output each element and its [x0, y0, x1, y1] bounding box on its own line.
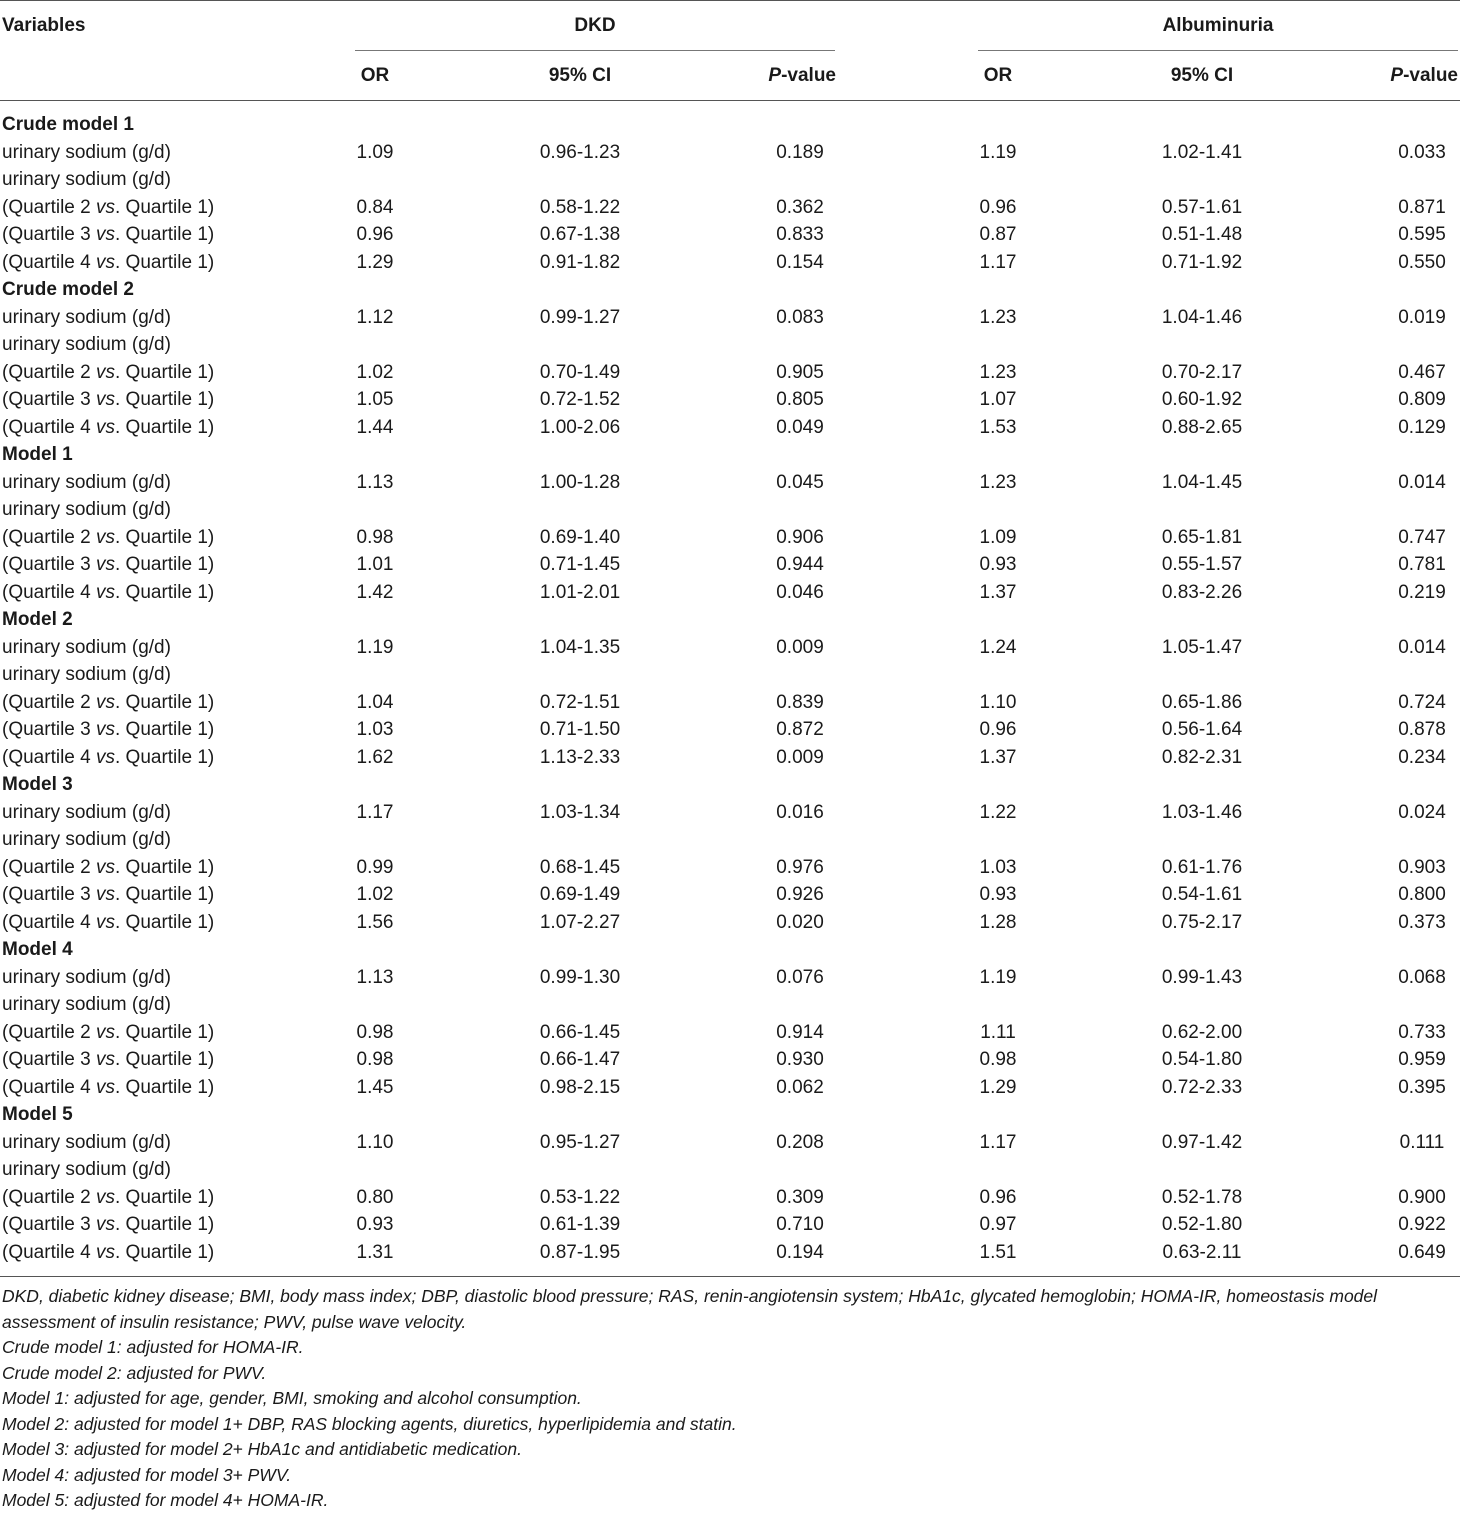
row-label-vs: vs [95, 361, 115, 383]
dkd-ci: 0.98-2.15 [539, 1076, 621, 1098]
row-label-vs: vs [95, 526, 115, 548]
row-label: urinary sodium (g/d) [2, 499, 171, 520]
albuminuria-ci: 0.61-1.76 [1161, 856, 1243, 878]
albuminuria-pvalue: 0.024 [1398, 801, 1446, 823]
dkd-ci: 0.72-1.51 [539, 691, 621, 713]
header-ci-albuminuria: 95% CI [1170, 65, 1234, 86]
row-label-vs: vs [95, 1076, 115, 1098]
dkd-pvalue: 0.189 [776, 141, 824, 163]
dkd-ci: 1.01-2.01 [539, 581, 621, 603]
group-title: Crude model 1 [2, 114, 134, 135]
dkd-pvalue: 0.009 [776, 746, 824, 768]
albuminuria-pvalue: 0.959 [1398, 1049, 1446, 1070]
dkd-pvalue: 0.805 [776, 389, 824, 410]
row-label-pre: (Quartile 4 [2, 1241, 96, 1263]
albuminuria-or: 0.98 [979, 1049, 1017, 1070]
row-label [2, 361, 214, 385]
dkd-or: 0.80 [356, 1186, 394, 1208]
albuminuria-or: 0.96 [979, 719, 1017, 740]
dkd-ci: 0.66-1.47 [539, 1049, 621, 1070]
dkd-pvalue: 0.833 [776, 224, 824, 245]
row-label-post: . Quartile 1) [114, 196, 215, 218]
albuminuria-ci: 0.72-2.33 [1161, 1076, 1243, 1098]
dkd-pvalue: 0.045 [776, 471, 824, 493]
albuminuria-or: 1.37 [979, 746, 1017, 768]
row-label [2, 223, 214, 247]
row-label-pre: (Quartile 4 [2, 746, 96, 768]
row-label [2, 1048, 214, 1072]
albuminuria-pvalue: 0.033 [1398, 141, 1446, 163]
bottom-rule [0, 1276, 1460, 1277]
row-label [2, 196, 214, 220]
albuminuria-or: 0.96 [979, 1186, 1017, 1208]
albuminuria-ci: 0.52-1.80 [1161, 1214, 1243, 1235]
row-label-pre: (Quartile 2 [2, 1186, 96, 1208]
dkd-ci: 0.69-1.49 [539, 884, 621, 905]
albuminuria-ci: 0.52-1.78 [1161, 1186, 1243, 1208]
albuminuria-span-rule [978, 50, 1458, 51]
row-label [2, 691, 214, 715]
albuminuria-ci: 0.71-1.92 [1161, 251, 1243, 273]
albuminuria-or: 1.22 [979, 801, 1017, 823]
albuminuria-ci: 0.62-2.00 [1161, 1021, 1243, 1043]
dkd-ci: 0.96-1.23 [539, 141, 621, 163]
albuminuria-or: 1.11 [980, 1021, 1016, 1043]
albuminuria-or: 1.51 [979, 1241, 1017, 1263]
albuminuria-or: 1.24 [979, 636, 1017, 658]
row-label-pre: (Quartile 2 [2, 1021, 96, 1043]
dkd-or: 1.56 [356, 911, 394, 933]
row-label [2, 856, 214, 880]
row-label-pre: (Quartile 2 [2, 856, 96, 878]
albuminuria-ci: 0.56-1.64 [1161, 719, 1243, 740]
albuminuria-ci: 0.63-2.11 [1162, 1241, 1242, 1263]
albuminuria-pvalue: 0.871 [1398, 196, 1446, 218]
group-title: Model 5 [2, 1104, 73, 1125]
dkd-pvalue: 0.020 [776, 911, 824, 933]
header-pvalue-dkd: P-value [768, 65, 836, 86]
albuminuria-pvalue: 0.467 [1398, 361, 1446, 383]
row-label-pre: (Quartile 3 [2, 719, 96, 740]
row-label-post: . Quartile 1) [114, 746, 215, 768]
albuminuria-or: 1.19 [979, 141, 1017, 163]
albuminuria-or: 1.17 [979, 1131, 1017, 1153]
dkd-ci: 0.87-1.95 [539, 1241, 621, 1263]
row-label-post: . Quartile 1) [114, 251, 215, 273]
albuminuria-pvalue: 0.922 [1398, 1214, 1446, 1235]
row-label: urinary sodium (g/d) [2, 1131, 171, 1153]
dkd-pvalue: 0.710 [776, 1214, 824, 1235]
footnote: Model 3: adjusted for model 2+ HbA1c and antidiabetic medication. [2, 1439, 522, 1459]
dkd-pvalue: 0.944 [776, 554, 824, 575]
albuminuria-pvalue: 0.781 [1398, 554, 1446, 575]
dkd-or: 1.03 [356, 719, 394, 740]
row-label-post: . Quartile 1) [114, 581, 215, 603]
albuminuria-pvalue: 0.129 [1398, 416, 1446, 438]
dkd-pvalue: 0.083 [776, 306, 824, 328]
header-rule [0, 100, 1460, 101]
dkd-ci: 1.07-2.27 [539, 911, 621, 933]
albuminuria-pvalue: 0.649 [1398, 1241, 1446, 1263]
albuminuria-pvalue: 0.809 [1398, 389, 1446, 410]
dkd-ci: 0.66-1.45 [539, 1021, 621, 1043]
dkd-or: 1.05 [356, 389, 394, 410]
row-label-vs: vs [95, 196, 115, 218]
dkd-pvalue: 0.194 [776, 1241, 824, 1263]
row-label-post: . Quartile 1) [114, 554, 215, 575]
dkd-or: 0.96 [356, 224, 394, 245]
albuminuria-ci: 0.65-1.81 [1161, 526, 1243, 548]
row-label [2, 526, 214, 550]
header-pvalue-albuminuria: P-value [1390, 65, 1458, 86]
row-label [2, 416, 214, 440]
albuminuria-pvalue: 0.111 [1399, 1131, 1445, 1153]
footnote: Model 4: adjusted for model 3+ PWV. [2, 1464, 292, 1485]
row-label: urinary sodium (g/d) [2, 664, 171, 685]
dkd-pvalue: 0.062 [776, 1076, 824, 1098]
row-label [2, 553, 214, 577]
dkd-pvalue: 0.905 [776, 361, 824, 383]
dkd-ci: 1.00-2.06 [539, 416, 621, 438]
row-label [2, 1241, 214, 1265]
dkd-pvalue: 0.914 [776, 1021, 824, 1043]
dkd-or: 1.31 [356, 1241, 394, 1263]
row-label-post: . Quartile 1) [114, 691, 215, 713]
row-label [2, 388, 214, 412]
row-label-pre: (Quartile 4 [2, 251, 96, 273]
albuminuria-pvalue: 0.014 [1398, 471, 1446, 493]
row-label-post: . Quartile 1) [114, 224, 215, 245]
group-title: Model 2 [2, 609, 73, 630]
albuminuria-pvalue: 0.733 [1398, 1021, 1446, 1043]
albuminuria-ci: 0.55-1.57 [1161, 554, 1243, 575]
albuminuria-pvalue: 0.234 [1398, 746, 1446, 768]
dkd-pvalue: 0.976 [776, 856, 824, 878]
row-label: urinary sodium (g/d) [2, 636, 171, 658]
row-label: urinary sodium (g/d) [2, 334, 171, 355]
dkd-pvalue: 0.016 [776, 801, 824, 823]
dkd-pvalue: 0.154 [776, 251, 824, 273]
row-label: urinary sodium (g/d) [2, 966, 171, 988]
row-label: urinary sodium (g/d) [2, 801, 171, 823]
dkd-pvalue: 0.930 [776, 1049, 824, 1070]
row-label-post: . Quartile 1) [114, 719, 215, 740]
row-label-post: . Quartile 1) [114, 884, 215, 905]
row-label-vs: vs [95, 224, 115, 245]
albuminuria-ci: 0.65-1.86 [1161, 691, 1243, 713]
albuminuria-ci: 0.88-2.65 [1161, 416, 1243, 438]
dkd-ci: 0.72-1.52 [539, 389, 621, 410]
row-label-vs: vs [95, 389, 115, 410]
dkd-or: 1.02 [356, 884, 394, 905]
row-label: urinary sodium (g/d) [2, 994, 171, 1015]
group-title: Model 1 [2, 444, 73, 465]
dkd-ci: 0.68-1.45 [539, 856, 621, 878]
dkd-or: 1.44 [356, 416, 394, 438]
dkd-or: 0.84 [356, 196, 394, 218]
row-label [2, 1213, 214, 1237]
albuminuria-ci: 0.54-1.61 [1161, 884, 1243, 905]
dkd-ci: 1.13-2.33 [539, 746, 621, 768]
dkd-ci: 1.04-1.35 [539, 636, 621, 658]
row-label-pre: (Quartile 3 [2, 224, 96, 245]
dkd-or: 1.09 [356, 141, 394, 163]
dkd-ci: 0.99-1.27 [539, 306, 621, 328]
dkd-or: 1.62 [356, 746, 394, 768]
row-label-pre: (Quartile 4 [2, 1076, 96, 1098]
row-label-pre: (Quartile 2 [2, 196, 96, 218]
header-dkd: DKD [574, 15, 616, 36]
albuminuria-ci: 0.75-2.17 [1161, 911, 1243, 933]
dkd-ci: 0.95-1.27 [539, 1131, 621, 1153]
dkd-or: 1.45 [356, 1076, 394, 1098]
albuminuria-or: 1.28 [979, 911, 1017, 933]
row-label: urinary sodium (g/d) [2, 141, 171, 163]
row-label-post: . Quartile 1) [114, 416, 215, 438]
dkd-pvalue: 0.046 [776, 581, 824, 603]
row-label-post: . Quartile 1) [114, 1241, 215, 1263]
dkd-ci: 0.71-1.45 [539, 554, 621, 575]
dkd-span-rule [355, 50, 835, 51]
row-label-post: . Quartile 1) [114, 1021, 215, 1043]
dkd-pvalue: 0.872 [776, 719, 824, 740]
dkd-ci: 0.70-1.49 [539, 361, 621, 383]
dkd-or: 1.04 [356, 691, 394, 713]
group-title: Crude model 2 [2, 279, 134, 300]
dkd-pvalue: 0.839 [776, 691, 824, 713]
row-label-pre: (Quartile 3 [2, 389, 96, 410]
albuminuria-ci: 0.97-1.42 [1161, 1131, 1243, 1153]
albuminuria-or: 1.09 [979, 526, 1017, 548]
albuminuria-ci: 0.83-2.26 [1161, 581, 1243, 603]
row-label: urinary sodium (g/d) [2, 306, 171, 328]
albuminuria-ci: 1.02-1.41 [1161, 141, 1243, 163]
row-label [2, 1076, 214, 1100]
dkd-pvalue: 0.362 [776, 196, 824, 218]
albuminuria-pvalue: 0.595 [1398, 224, 1446, 245]
row-label: urinary sodium (g/d) [2, 471, 171, 493]
row-label-vs: vs [95, 554, 115, 575]
row-label-pre: (Quartile 3 [2, 1214, 96, 1235]
albuminuria-or: 0.93 [979, 884, 1017, 905]
dkd-ci: 0.69-1.40 [539, 526, 621, 548]
row-label-vs: vs [95, 251, 115, 273]
albuminuria-ci: 0.70-2.17 [1161, 361, 1243, 383]
albuminuria-or: 0.87 [979, 224, 1017, 245]
row-label [2, 746, 214, 770]
dkd-ci: 1.03-1.34 [539, 801, 621, 823]
dkd-ci: 1.00-1.28 [539, 471, 621, 493]
dkd-pvalue: 0.906 [776, 526, 824, 548]
row-label [2, 718, 214, 742]
row-label [2, 251, 214, 275]
albuminuria-or: 0.97 [979, 1214, 1017, 1235]
row-label [2, 1021, 214, 1045]
dkd-ci: 0.91-1.82 [539, 251, 621, 273]
albuminuria-pvalue: 0.068 [1398, 966, 1446, 988]
albuminuria-ci: 0.57-1.61 [1161, 196, 1243, 218]
row-label-pre: (Quartile 4 [2, 581, 96, 603]
albuminuria-pvalue: 0.900 [1398, 1186, 1446, 1208]
albuminuria-pvalue: 0.014 [1398, 636, 1446, 658]
header-variables: Variables [2, 15, 86, 36]
row-label [2, 1186, 214, 1210]
albuminuria-ci: 0.99-1.43 [1161, 966, 1243, 988]
footnote: Crude model 1: adjusted for HOMA-IR. [2, 1337, 304, 1357]
albuminuria-or: 1.23 [979, 471, 1017, 493]
albuminuria-pvalue: 0.724 [1398, 691, 1446, 713]
row-label-vs: vs [95, 1186, 115, 1208]
dkd-pvalue: 0.009 [776, 636, 824, 658]
dkd-or: 1.10 [356, 1131, 394, 1153]
albuminuria-or: 1.37 [979, 581, 1017, 603]
row-label-pre: (Quartile 4 [2, 416, 96, 438]
albuminuria-ci: 0.51-1.48 [1161, 224, 1243, 245]
row-label-post: . Quartile 1) [114, 911, 215, 933]
row-label-pre: (Quartile 2 [2, 526, 96, 548]
dkd-pvalue: 0.309 [776, 1186, 824, 1208]
dkd-ci: 0.99-1.30 [539, 966, 621, 988]
row-label-vs: vs [95, 416, 115, 438]
group-title: Model 4 [2, 939, 73, 960]
albuminuria-or: 0.93 [979, 554, 1017, 575]
dkd-or: 1.42 [356, 581, 394, 603]
row-label-post: . Quartile 1) [114, 856, 215, 878]
group-title: Model 3 [2, 774, 73, 795]
row-label-pre: (Quartile 2 [2, 361, 96, 383]
row-label-post: . Quartile 1) [114, 526, 215, 548]
row-label-vs: vs [95, 884, 115, 905]
dkd-or: 0.98 [356, 526, 394, 548]
row-label-post: . Quartile 1) [114, 361, 215, 383]
footnote: Model 5: adjusted for model 4+ HOMA-IR. [2, 1490, 329, 1510]
row-label: urinary sodium (g/d) [2, 169, 171, 190]
row-label [2, 883, 214, 907]
row-label-vs: vs [95, 691, 115, 713]
dkd-pvalue: 0.208 [776, 1131, 824, 1153]
row-label-vs: vs [95, 856, 115, 878]
row-label-vs: vs [95, 1214, 115, 1235]
albuminuria-ci: 1.04-1.46 [1161, 306, 1243, 328]
footnote: Crude model 2: adjusted for PWV. [2, 1362, 267, 1383]
row-label-vs: vs [95, 1021, 115, 1043]
row-label-post: . Quartile 1) [114, 1186, 215, 1208]
albuminuria-or: 1.03 [979, 856, 1017, 878]
albuminuria-pvalue: 0.800 [1398, 884, 1446, 905]
albuminuria-or: 1.17 [979, 251, 1017, 273]
dkd-or: 0.93 [356, 1214, 394, 1235]
albuminuria-or: 1.19 [979, 966, 1017, 988]
albuminuria-or: 1.29 [979, 1076, 1017, 1098]
row-label-pre: (Quartile 3 [2, 884, 96, 905]
dkd-or: 1.13 [356, 966, 394, 988]
dkd-or: 1.17 [356, 801, 394, 823]
albuminuria-pvalue: 0.903 [1398, 856, 1446, 878]
top-rule [0, 0, 1460, 1]
row-label-vs: vs [95, 911, 115, 933]
albuminuria-pvalue: 0.373 [1398, 911, 1446, 933]
footnote: DKD, diabetic kidney disease; BMI, body mass index; DBP, diastolic blood pressure; RAS, renin-angiotensin system; HbA1c, glycated hemoglobin; HOMA-IR, homeostasis model assessment of insulin resistance; PWV, pulse wave velocity. [2, 1286, 1378, 1332]
dkd-or: 1.12 [356, 306, 394, 328]
dkd-or: 1.29 [356, 251, 394, 273]
albuminuria-or: 1.10 [979, 691, 1017, 713]
row-label-pre: (Quartile 3 [2, 1049, 96, 1070]
dkd-ci: 0.61-1.39 [539, 1214, 621, 1235]
row-label-vs: vs [95, 581, 115, 603]
albuminuria-pvalue: 0.878 [1398, 719, 1446, 740]
footnote: Model 2: adjusted for model 1+ DBP, RAS blocking agents, diuretics, hyperlipidemia and statin. [2, 1413, 737, 1434]
albuminuria-pvalue: 0.219 [1398, 581, 1446, 603]
dkd-or: 0.98 [356, 1021, 394, 1043]
row-label: urinary sodium (g/d) [2, 829, 171, 850]
row-label-vs: vs [95, 1049, 115, 1070]
row-label-pre: (Quartile 3 [2, 554, 96, 575]
albuminuria-or: 1.23 [979, 361, 1017, 383]
dkd-or: 1.13 [356, 471, 394, 493]
row-label-pre: (Quartile 4 [2, 911, 96, 933]
albuminuria-ci: 1.04-1.45 [1161, 471, 1243, 493]
dkd-or: 1.02 [356, 361, 394, 383]
dkd-or: 0.98 [356, 1049, 394, 1070]
row-label-pre: (Quartile 2 [2, 691, 96, 713]
albuminuria-pvalue: 0.747 [1398, 526, 1446, 548]
header-or-dkd: OR [360, 65, 390, 86]
dkd-ci: 0.58-1.22 [539, 196, 621, 218]
albuminuria-pvalue: 0.395 [1398, 1076, 1446, 1098]
dkd-ci: 0.67-1.38 [539, 224, 621, 245]
albuminuria-pvalue: 0.550 [1398, 251, 1446, 273]
row-label: urinary sodium (g/d) [2, 1159, 171, 1180]
albuminuria-ci: 0.82-2.31 [1161, 746, 1243, 768]
dkd-ci: 0.71-1.50 [539, 719, 621, 740]
albuminuria-or: 0.96 [979, 196, 1017, 218]
row-label-vs: vs [95, 719, 115, 740]
albuminuria-or: 1.07 [979, 389, 1017, 410]
row-label [2, 911, 214, 935]
dkd-or: 0.99 [356, 856, 394, 878]
albuminuria-pvalue: 0.019 [1398, 306, 1446, 328]
albuminuria-ci: 0.60-1.92 [1161, 389, 1243, 410]
albuminuria-or: 1.53 [979, 416, 1017, 438]
dkd-or: 1.19 [356, 636, 394, 658]
row-label-post: . Quartile 1) [114, 1076, 215, 1098]
header-or-albuminuria: OR [983, 65, 1013, 86]
albuminuria-or: 1.23 [979, 306, 1017, 328]
row-label-post: . Quartile 1) [114, 389, 215, 410]
header-ci-dkd: 95% CI [548, 65, 612, 86]
dkd-pvalue: 0.076 [776, 966, 824, 988]
dkd-pvalue: 0.926 [776, 884, 824, 905]
albuminuria-ci: 1.05-1.47 [1161, 636, 1243, 658]
footnote: Model 1: adjusted for age, gender, BMI, smoking and alcohol consumption. [2, 1388, 582, 1408]
dkd-or: 1.01 [356, 554, 394, 575]
header-albuminuria: Albuminuria [1162, 15, 1274, 36]
dkd-ci: 0.53-1.22 [539, 1186, 621, 1208]
albuminuria-ci: 0.54-1.80 [1161, 1049, 1243, 1070]
row-label-vs: vs [95, 746, 115, 768]
row-label [2, 581, 214, 605]
albuminuria-ci: 1.03-1.46 [1161, 801, 1243, 823]
row-label-post: . Quartile 1) [114, 1214, 215, 1235]
row-label-post: . Quartile 1) [114, 1049, 215, 1070]
dkd-pvalue: 0.049 [776, 416, 824, 438]
row-label-vs: vs [95, 1241, 115, 1263]
